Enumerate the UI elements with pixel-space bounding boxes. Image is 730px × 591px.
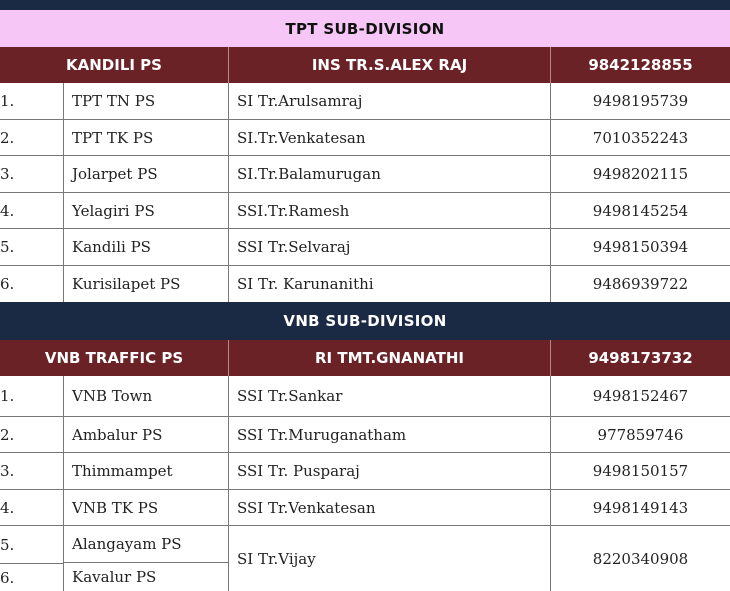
serial-number: 6. [0, 563, 64, 591]
table-row [0, 229, 730, 266]
phone-number: 977859746 [551, 417, 730, 453]
table-row [0, 266, 730, 302]
phone-number: 9498150394 [551, 229, 730, 266]
serial-number: 4. [0, 193, 64, 229]
tpt-subdivision-title: TPT SUB-DIVISION [0, 10, 730, 47]
station-name: Thimmampet [64, 453, 229, 490]
officer-name: SI.Tr.Venkatesan [229, 120, 551, 156]
officer-name: SSI Tr.Venkatesan [229, 490, 551, 526]
serial-number: 1. [0, 83, 64, 120]
table-row [0, 490, 730, 526]
officer-name: SSI Tr.Muruganatham [229, 417, 551, 453]
merged-phone-number: 8220340908 [592, 549, 689, 568]
serial-number: 3. [0, 156, 64, 193]
table-row [0, 156, 730, 193]
station-name: Alangayam PS [64, 526, 229, 563]
station-name: Jolarpet PS [64, 156, 229, 193]
vnb-subdivision-title: VNB SUB-DIVISION [0, 302, 730, 340]
officer-name: SSI.Tr.Ramesh [229, 193, 551, 229]
officer-name: SI.Tr.Balamurugan [229, 156, 551, 193]
station-name: Kandili PS [64, 229, 229, 266]
phone-number: 9498195739 [551, 83, 730, 120]
top-border-bar [0, 0, 730, 10]
merged-officer-name: SI Tr.Vijay [229, 526, 551, 591]
officer-name: SSI Tr. Pusparaj [229, 453, 551, 490]
tpt-header-phone: 9842128855 [588, 56, 693, 74]
table-row [0, 453, 730, 490]
serial-number: 3. [0, 453, 64, 490]
station-name: Kurisilapet PS [64, 266, 229, 302]
serial-number: 5. [0, 526, 64, 563]
tpt-header-officer: INS TR.S.ALEX RAJ [229, 47, 551, 83]
serial-number: 2. [0, 120, 64, 156]
phone-number: 9486939722 [592, 275, 689, 293]
station-name: TPT TK PS [64, 120, 229, 156]
table-row [0, 417, 730, 453]
station-name: VNB TK PS [64, 490, 229, 526]
phone-number: 9498150157 [551, 453, 730, 490]
station-name: TPT TN PS [64, 83, 229, 120]
station-name: Yelagiri PS [64, 193, 229, 229]
officer-name: SSI Tr.Sankar [229, 376, 551, 417]
table-row [0, 376, 730, 417]
tpt-header-station: KANDILI PS [0, 47, 229, 83]
serial-number: 2. [0, 417, 64, 453]
station-name: VNB Town [64, 376, 229, 417]
officer-name: SI Tr.Arulsamraj [229, 83, 551, 120]
station-name: Ambalur PS [64, 417, 229, 453]
vnb-header-phone: 9498173732 [588, 349, 693, 367]
phone-number: 9498152467 [551, 376, 730, 417]
phone-number: 9498149143 [551, 490, 730, 526]
serial-number: 6. [0, 266, 64, 302]
vnb-header-station: VNB TRAFFIC PS [0, 340, 229, 376]
vnb-header-row [0, 340, 730, 376]
table-row [0, 193, 730, 229]
table-row [0, 83, 730, 120]
serial-number: 5. [0, 229, 64, 266]
table-row [0, 120, 730, 156]
phone-number: 7010352243 [551, 120, 730, 156]
serial-number: 1. [0, 376, 64, 417]
serial-number: 4. [0, 490, 64, 526]
vnb-header-officer: RI TMT.GNANATHI [229, 340, 551, 376]
officer-name: SSI Tr.Selvaraj [229, 229, 551, 266]
phone-number: 9498202115 [551, 156, 730, 193]
officer-name: SI Tr. Karunanithi [229, 266, 551, 302]
station-name: Kavalur PS [64, 563, 229, 591]
phone-number: 9498145254 [551, 193, 730, 229]
tpt-header-row [0, 47, 730, 83]
